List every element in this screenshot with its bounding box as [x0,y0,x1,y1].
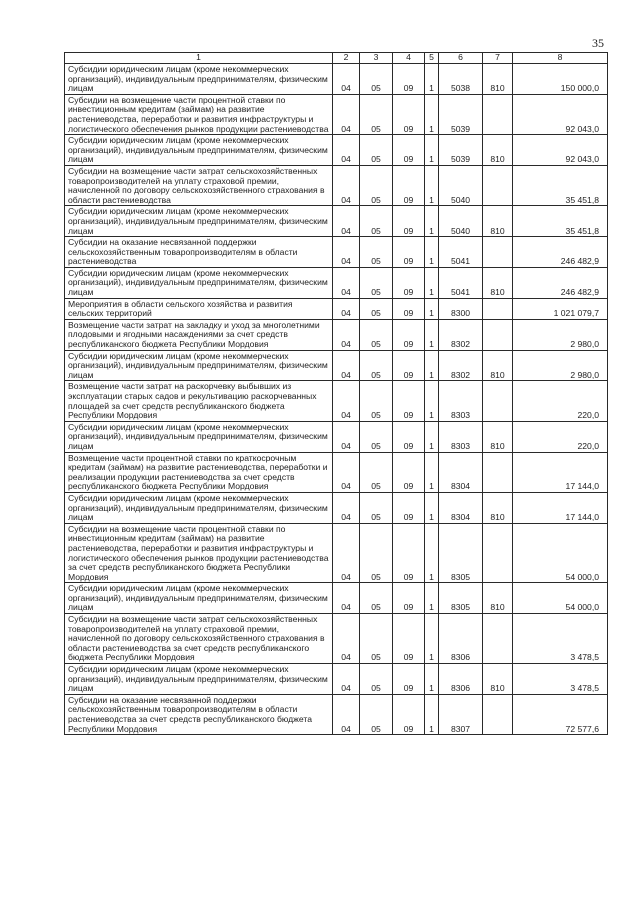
expense-type-code [483,614,513,664]
amount-value: 35 451,8 [513,165,608,205]
table-row [65,64,608,95]
target-article-code: 09 [393,694,425,734]
program-code: 1 [425,421,439,452]
row-description: Возмещение части затрат на раскорчевку выбывших из эксплуатации старых садов и рекультивацию раскорчеванных площадей за счет средств республиканского бюджета Республики Мордовия [65,381,333,421]
table-row [65,583,608,614]
section-code: 04 [333,319,360,350]
program-code: 1 [425,614,439,664]
target-article-code: 09 [393,135,425,166]
table-row [65,298,608,319]
table-row [65,694,608,734]
expense-type-code: 810 [483,135,513,166]
amount-value: 246 482,9 [513,267,608,298]
section-code: 04 [333,237,360,268]
item-code: 8302 [439,319,483,350]
row-description: Мероприятия в области сельского хозяйства и развития сельских территорий [65,298,333,319]
item-code: 8305 [439,583,483,614]
expense-type-code: 810 [483,267,513,298]
target-article-code: 09 [393,267,425,298]
expense-type-code [483,523,513,583]
expense-type-code [483,298,513,319]
target-article-code: 09 [393,492,425,523]
item-code: 8304 [439,492,483,523]
target-article-code: 09 [393,64,425,95]
amount-value: 2 980,0 [513,350,608,381]
table-row [65,614,608,664]
amount-value: 17 144,0 [513,492,608,523]
subsection-code: 05 [360,452,393,492]
table-row [65,206,608,237]
row-description: Субсидии на возмещение части затрат сельскохозяйственных товаропроизводителей на уплату страховой премии, начисленной по договору сельскохозяйственного страхования в области растениеводства [65,165,333,205]
table-row [65,421,608,452]
section-code: 04 [333,206,360,237]
table-row [65,523,608,583]
column-header-2: 2 [333,53,360,64]
subsection-code: 05 [360,583,393,614]
header-row [65,53,608,64]
program-code: 1 [425,452,439,492]
item-code: 8307 [439,694,483,734]
expense-type-code: 810 [483,492,513,523]
table-row [65,452,608,492]
table-body [65,64,608,735]
expense-type-code: 810 [483,421,513,452]
table-row [65,319,608,350]
target-article-code: 09 [393,664,425,695]
row-description: Субсидии юридическим лицам (кроме некоммерческих организаций), индивидуальным предпринимателям, физическим лицам [65,350,333,381]
table-row [65,350,608,381]
program-code: 1 [425,319,439,350]
program-code: 1 [425,206,439,237]
column-header-8: 8 [513,53,608,64]
subsection-code: 05 [360,694,393,734]
row-description: Субсидии на оказание несвязанной поддержки сельскохозяйственным товаропроизводителям в области растениеводства [65,237,333,268]
program-code: 1 [425,237,439,268]
subsection-code: 05 [360,64,393,95]
item-code: 5041 [439,237,483,268]
page-number: 35 [592,36,604,50]
table-row [65,165,608,205]
target-article-code: 09 [393,319,425,350]
row-description: Субсидии юридическим лицам (кроме некоммерческих организаций), индивидуальным предпринимателям, физическим лицам [65,267,333,298]
row-description: Субсидии юридическим лицам (кроме некоммерческих организаций), индивидуальным предпринимателям, физическим лицам [65,135,333,166]
table-row [65,664,608,695]
item-code: 8302 [439,350,483,381]
amount-value: 2 980,0 [513,319,608,350]
row-description: Возмещение части процентной ставки по краткосрочным кредитам (займам) на развитие растениеводства, переработки и реализации продукции растениеводства за счет средств республиканского бюджета Республики Мордовия [65,452,333,492]
expense-type-code: 810 [483,350,513,381]
subsection-code: 05 [360,492,393,523]
item-code: 8303 [439,421,483,452]
program-code: 1 [425,165,439,205]
expense-type-code [483,94,513,134]
target-article-code: 09 [393,350,425,381]
item-code: 5039 [439,135,483,166]
item-code: 8303 [439,381,483,421]
amount-value: 220,0 [513,421,608,452]
target-article-code: 09 [393,165,425,205]
section-code: 04 [333,267,360,298]
item-code: 5039 [439,94,483,134]
section-code: 04 [333,298,360,319]
amount-value: 92 043,0 [513,135,608,166]
target-article-code: 09 [393,94,425,134]
row-description: Субсидии на возмещение части процентной ставки по инвестиционным кредитам (займам) на развитие растениеводства, переработки и развития инфраструктуры и логистического обеспечения рынков продукции растениеводства [65,94,333,134]
subsection-code: 05 [360,267,393,298]
program-code: 1 [425,94,439,134]
subsection-code: 05 [360,135,393,166]
table-row [65,381,608,421]
program-code: 1 [425,492,439,523]
amount-value: 246 482,9 [513,237,608,268]
amount-value: 54 000,0 [513,523,608,583]
expense-type-code: 810 [483,664,513,695]
expense-type-code: 810 [483,206,513,237]
section-code: 04 [333,694,360,734]
target-article-code: 09 [393,614,425,664]
expense-type-code [483,694,513,734]
section-code: 04 [333,614,360,664]
expense-type-code [483,381,513,421]
subsection-code: 05 [360,94,393,134]
table-row [65,94,608,134]
amount-value: 1 021 079,7 [513,298,608,319]
row-description: Субсидии юридическим лицам (кроме некоммерческих организаций), индивидуальным предпринимателям, физическим лицам [65,492,333,523]
table-row [65,135,608,166]
subsection-code: 05 [360,614,393,664]
program-code: 1 [425,583,439,614]
table-row [65,237,608,268]
column-header-3: 3 [360,53,393,64]
target-article-code: 09 [393,452,425,492]
item-code: 8300 [439,298,483,319]
expense-type-code [483,165,513,205]
section-code: 04 [333,64,360,95]
target-article-code: 09 [393,237,425,268]
row-description: Субсидии юридическим лицам (кроме некоммерческих организаций), индивидуальным предпринимателям, физическим лицам [65,421,333,452]
column-header-6: 6 [439,53,483,64]
subsection-code: 05 [360,165,393,205]
section-code: 04 [333,135,360,166]
subsection-code: 05 [360,298,393,319]
item-code: 8305 [439,523,483,583]
row-description: Возмещение части затрат на закладку и уход за многолетними плодовыми и ягодными насаждениями за счет средств республиканского бюджета Республики Мордовия [65,319,333,350]
item-code: 8306 [439,614,483,664]
subsection-code: 05 [360,206,393,237]
section-code: 04 [333,381,360,421]
program-code: 1 [425,135,439,166]
section-code: 04 [333,492,360,523]
expense-type-code: 810 [483,583,513,614]
item-code: 5041 [439,267,483,298]
subsection-code: 05 [360,350,393,381]
section-code: 04 [333,664,360,695]
subsection-code: 05 [360,421,393,452]
expense-type-code [483,319,513,350]
row-description: Субсидии юридическим лицам (кроме некоммерческих организаций), индивидуальным предпринимателям, физическим лицам [65,664,333,695]
program-code: 1 [425,694,439,734]
subsection-code: 05 [360,664,393,695]
amount-value: 220,0 [513,381,608,421]
section-code: 04 [333,523,360,583]
table-row [65,267,608,298]
section-code: 04 [333,165,360,205]
row-description: Субсидии на оказание несвязанной поддержки сельскохозяйственным товаропроизводителям в области растениеводства за счет средств республиканского бюджета Республики Мордовия [65,694,333,734]
section-code: 04 [333,421,360,452]
section-code: 04 [333,350,360,381]
target-article-code: 09 [393,298,425,319]
program-code: 1 [425,664,439,695]
row-description: Субсидии на возмещение части затрат сельскохозяйственных товаропроизводителей на уплату страховой премии, начисленной по договору сельскохозяйственного страхования в области растениеводства за счет средств республиканского бюджета Республики Мордовия [65,614,333,664]
item-code: 5038 [439,64,483,95]
amount-value: 72 577,6 [513,694,608,734]
budget-table [64,52,608,735]
item-code: 5040 [439,165,483,205]
amount-value: 17 144,0 [513,452,608,492]
subsection-code: 05 [360,523,393,583]
program-code: 1 [425,350,439,381]
program-code: 1 [425,64,439,95]
subsection-code: 05 [360,381,393,421]
section-code: 04 [333,583,360,614]
subsection-code: 05 [360,319,393,350]
amount-value: 35 451,8 [513,206,608,237]
row-description: Субсидии юридическим лицам (кроме некоммерческих организаций), индивидуальным предпринимателям, физическим лицам [65,206,333,237]
column-header-7: 7 [483,53,513,64]
table-row [65,492,608,523]
target-article-code: 09 [393,381,425,421]
target-article-code: 09 [393,523,425,583]
column-header-1: 1 [65,53,333,64]
subsection-code: 05 [360,237,393,268]
item-code: 8306 [439,664,483,695]
target-article-code: 09 [393,206,425,237]
program-code: 1 [425,267,439,298]
amount-value: 92 043,0 [513,94,608,134]
row-description: Субсидии юридическим лицам (кроме некоммерческих организаций), индивидуальным предпринимателям, физическим лицам [65,583,333,614]
section-code: 04 [333,94,360,134]
column-header-4: 4 [393,53,425,64]
program-code: 1 [425,298,439,319]
expense-type-code: 810 [483,64,513,95]
item-code: 5040 [439,206,483,237]
amount-value: 150 000,0 [513,64,608,95]
target-article-code: 09 [393,421,425,452]
column-header-5: 5 [425,53,439,64]
amount-value: 3 478,5 [513,614,608,664]
item-code: 8304 [439,452,483,492]
row-description: Субсидии юридическим лицам (кроме некоммерческих организаций), индивидуальным предпринимателям, физическим лицам [65,64,333,95]
row-description: Субсидии на возмещение части процентной ставки по инвестиционным кредитам (займам) на развитие растениеводства, переработки и развития инфраструктуры и логистического обеспечения рынков продукции растениеводства за счет средств республиканского бюджета Республики Мордовия [65,523,333,583]
program-code: 1 [425,523,439,583]
program-code: 1 [425,381,439,421]
section-code: 04 [333,452,360,492]
amount-value: 3 478,5 [513,664,608,695]
expense-type-code [483,452,513,492]
expense-type-code [483,237,513,268]
target-article-code: 09 [393,583,425,614]
amount-value: 54 000,0 [513,583,608,614]
